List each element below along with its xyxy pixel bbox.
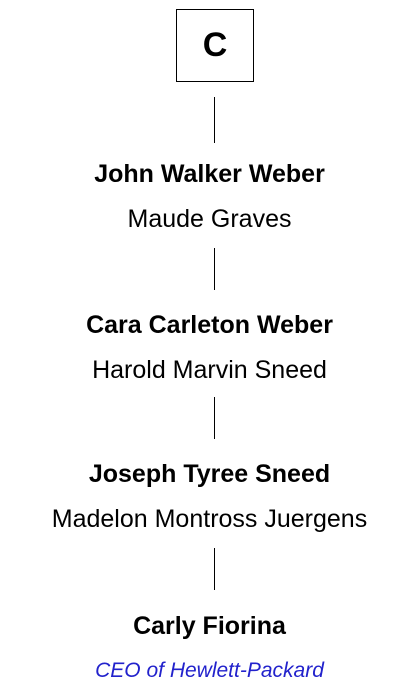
person-name-4: Carly Fiorina (133, 612, 286, 640)
spouse-name-1: Maude Graves (127, 205, 292, 233)
connector-line-2 (214, 248, 215, 290)
connector-line-3 (214, 397, 215, 439)
person-description-4: CEO of Hewlett-Packard (95, 659, 324, 682)
connector-line-4 (214, 548, 215, 590)
connector-line-1 (214, 97, 215, 143)
spouse-name-2: Harold Marvin Sneed (92, 356, 327, 384)
spouse-name-3: Madelon Montross Juergens (51, 505, 368, 533)
person-name-2: Cara Carleton Weber (86, 311, 333, 339)
person-name-3: Joseph Tyree Sneed (88, 460, 331, 488)
letter-box: C (176, 9, 254, 82)
person-name-1: John Walker Weber (94, 160, 325, 188)
